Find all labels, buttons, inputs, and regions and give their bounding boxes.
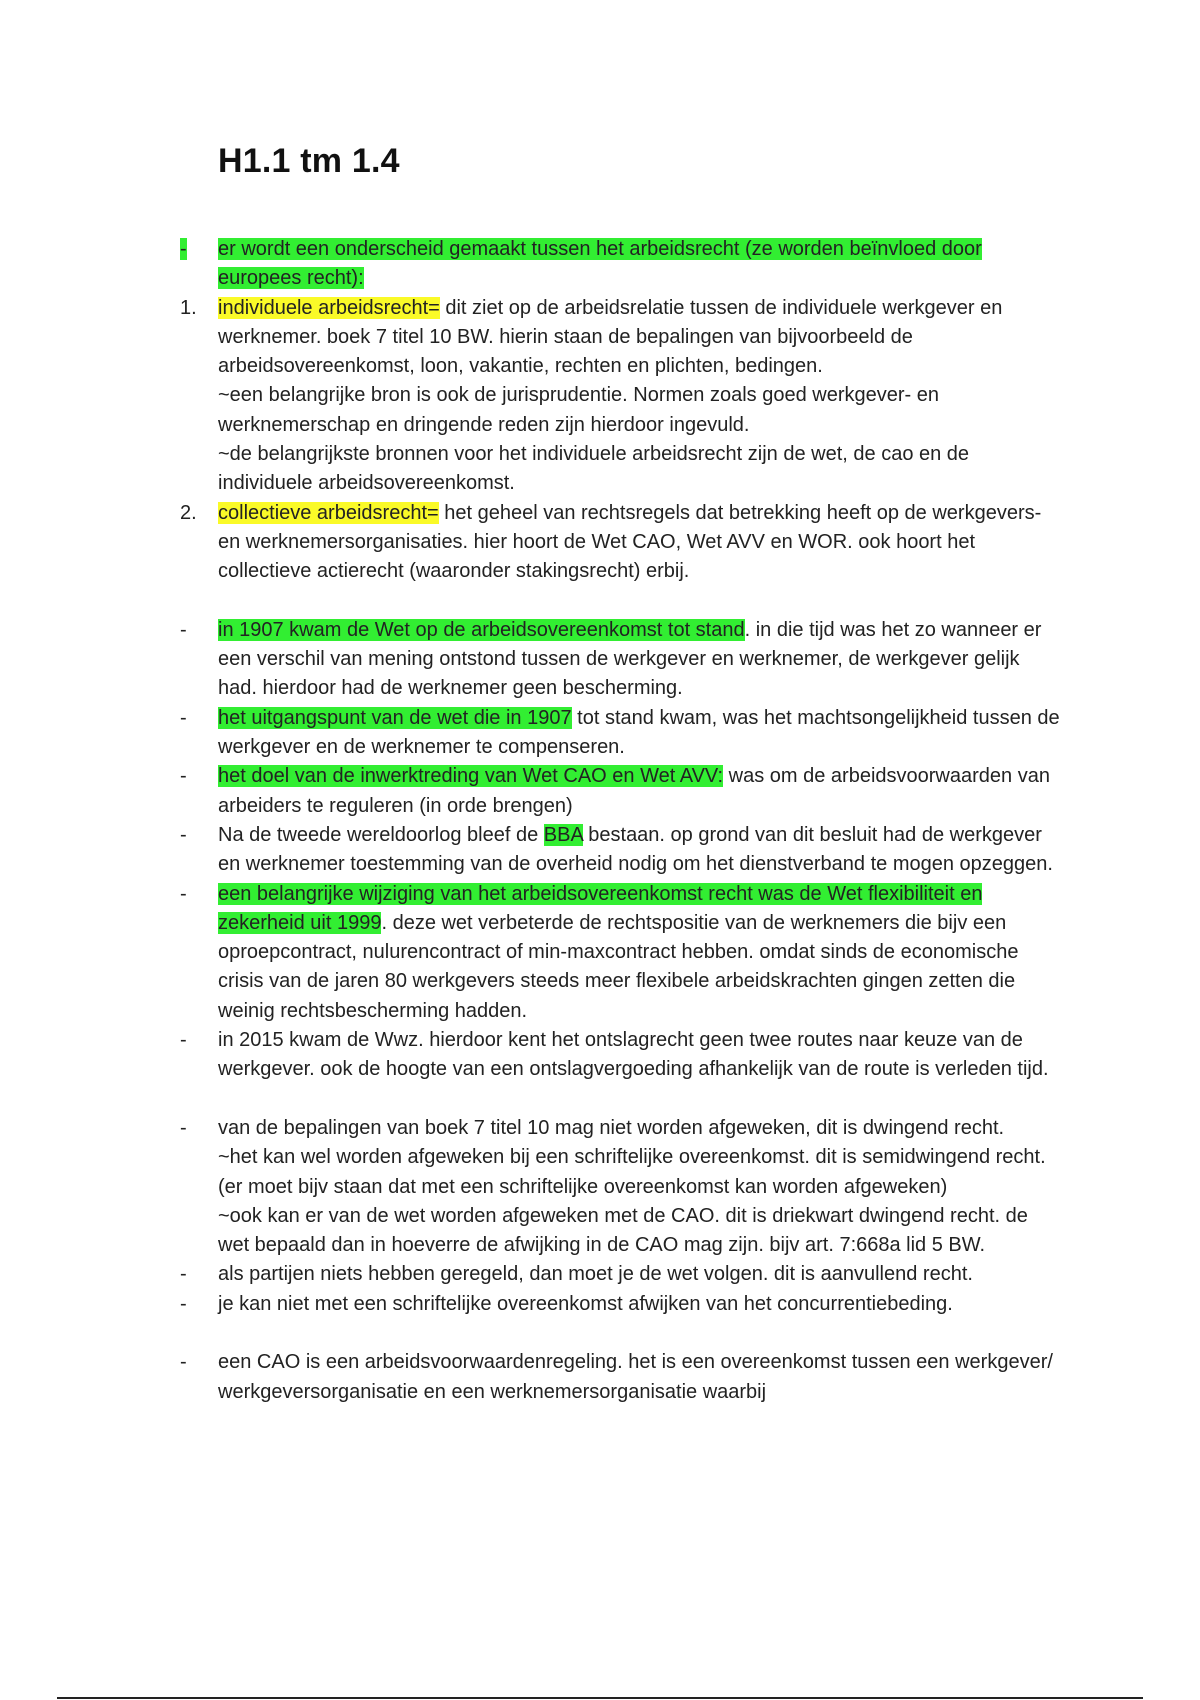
- highlighted-text: een belangrijke wijziging van het arbeidsovereenkomst recht was de Wet flexibiliteit en zekerheid uit 1999: [218, 882, 983, 934]
- list-item-text: [218, 1026, 1060, 1085]
- list-item-text: [218, 1114, 1060, 1260]
- list-marker: [180, 1260, 218, 1289]
- list-item: [180, 704, 1060, 763]
- page-title: H1.1 tm 1.4: [218, 142, 400, 180]
- list-marker-text: -: [180, 823, 187, 846]
- list-marker-text: -: [180, 765, 187, 788]
- text-segment: dit ziet op de arbeidsrelatie tussen de individuele werkgever en werknemer. boek 7 titel 10 BW. hierin staan de bepalingen van bijvoorbeeld de arbeidsovereenkomst, loon, vakantie, rechten en plichten, bedingen.: [218, 296, 1003, 378]
- list-item-text: [218, 821, 1060, 880]
- list-item: [180, 1026, 1060, 1085]
- list-marker-text: -: [180, 1116, 187, 1139]
- highlighted-text: er wordt een onderscheid gemaakt tussen het arbeidsrecht (ze worden beïnvloed door europees recht):: [218, 238, 982, 290]
- paragraph: [218, 821, 1060, 880]
- sub-note: ~ook kan er van de wet worden afgeweken met de CAO. dit is driekwart dwingend recht. de wet bepaald dan in hoeverre de afwijking in de CAO mag zijn. bijv art. 7:668a lid 5 BW.: [218, 1204, 1028, 1257]
- paragraph: [218, 616, 1060, 704]
- list-item: [180, 880, 1060, 1026]
- list-item: [180, 762, 1060, 821]
- list-item-text: [218, 616, 1060, 704]
- list-item-text: [218, 499, 1060, 587]
- paragraph: [218, 1026, 1060, 1085]
- list-marker-text: -: [180, 618, 187, 641]
- list-marker: [180, 880, 218, 1026]
- list-item-text: [218, 880, 1060, 1026]
- list-marker: [180, 499, 218, 587]
- sub-note: ~een belangrijke bron is ook de jurisprudentie. Normen zoals goed werkgever- en werknemerschap en dringende reden zijn hierdoor ingevuld.: [218, 384, 939, 436]
- paragraph: [218, 1114, 1060, 1143]
- notes-content: [180, 235, 1060, 1407]
- sub-note: ~de belangrijkste bronnen voor het individuele arbeidsrecht zijn de wet, de cao en de individuele arbeidsovereenkomst.: [218, 443, 970, 495]
- list-item-text: [218, 704, 1060, 763]
- list-marker-text: 2.: [180, 501, 197, 524]
- text-segment: . in die tijd was het zo wanneer er een verschil van mening ontstond tussen de werkgever en werknemer, de werkgever gelijk had. hierdoor had de werknemer geen bescherming.: [218, 618, 1042, 700]
- paragraph: [218, 880, 1060, 1026]
- list-marker: [180, 1290, 218, 1319]
- highlighted-text: het uitgangspunt van de wet die in 1907: [218, 706, 572, 729]
- text-segment: bestaan. op grond van dit besluit had de werkgever en werknemer toestemming van de overheid nodig om het dienstverband te mogen opzeggen.: [218, 823, 1053, 876]
- text-segment: in 2015 kwam de Wwz. hierdoor kent het ontslagrecht geen twee routes naar keuze van de werkgever. ook de hoogte van een ontslagvergoeding afhankelijk van de route is verleden tijd.: [218, 1029, 1049, 1081]
- list-item-text: [218, 1348, 1060, 1407]
- list-item: [180, 499, 1060, 587]
- blank-line: [180, 1319, 1060, 1348]
- paragraph: [218, 1290, 1060, 1319]
- text-segment: . deze wet verbeterde de rechtspositie van de werknemers die bijv een oproepcontract, nulurencontract of min-maxcontract hebben. omdat sinds de economische crisis van de jaren 80 werkgevers steeds meer flexibele arbeidskrachten gingen zetten die weinig rechtsbescherming hadden.: [218, 911, 1019, 1022]
- text-segment: tot stand kwam, was het machtsongelijkheid tussen de werkgever en de werknemer te compenseren.: [218, 706, 1060, 759]
- list-marker-text: -: [180, 238, 187, 260]
- list-marker: [180, 821, 218, 880]
- list-item: [180, 616, 1060, 704]
- list-item: [180, 1114, 1060, 1260]
- list-marker-text: -: [180, 1263, 187, 1286]
- paragraph: [218, 1260, 1060, 1289]
- list-item-text: [218, 1290, 1060, 1319]
- highlighted-text: individuele arbeidsrecht=: [218, 296, 440, 319]
- list-marker: [180, 1348, 218, 1407]
- sub-note: ~het kan wel worden afgeweken bij een schriftelijke overeenkomst. dit is semidwingend recht. (er moet bijv staan dat met een schriftelijke overeenkomst kan worden afgeweken): [218, 1146, 1046, 1198]
- list-marker: [180, 235, 218, 294]
- list-item: [180, 1348, 1060, 1407]
- list-item: [180, 235, 1060, 294]
- paragraph: [218, 704, 1060, 763]
- list-marker-text: -: [180, 1029, 187, 1052]
- list-item: [180, 1260, 1060, 1289]
- list-item: [180, 1290, 1060, 1319]
- list-marker-text: -: [180, 1351, 187, 1374]
- text-segment: het geheel van rechtsregels dat betrekking heeft op de werkgevers- en werknemersorganisaties. hier hoort de Wet CAO, Wet AVV en WOR. ook hoort het collectieve actierecht (waaronder stakingsrecht) erbij.: [218, 501, 1042, 583]
- paragraph: [218, 1348, 1060, 1407]
- blank-line: [180, 587, 1060, 616]
- text-segment: een CAO is een arbeidsvoorwaardenregeling. het is een overeenkomst tussen een werkgever/ werkgeversorganisatie en een werknemersorganisatie waarbij: [218, 1351, 1053, 1403]
- highlighted-text: in 1907 kwam de Wet op de arbeidsovereenkomst tot stand: [218, 618, 745, 641]
- list-item-text: [218, 762, 1060, 821]
- list-marker: [180, 1026, 218, 1085]
- list-marker: [180, 616, 218, 704]
- page-divider: [57, 1697, 1143, 1699]
- list-marker: [180, 762, 218, 821]
- list-marker: [180, 704, 218, 763]
- highlighted-text: het doel van de inwerktreding van Wet CAO en Wet AVV:: [218, 765, 724, 788]
- text-segment: van de bepalingen van boek 7 titel 10 mag niet worden afgeweken, dit is dwingend recht.: [218, 1116, 1005, 1139]
- text-segment: je kan niet met een schriftelijke overeenkomst afwijken van het concurrentiebeding.: [218, 1292, 953, 1315]
- list-item-text: [218, 235, 1060, 294]
- highlighted-text: collectieve arbeidsrecht=: [218, 501, 439, 524]
- list-item: [180, 821, 1060, 880]
- list-item: [180, 294, 1060, 499]
- highlighted-text: BBA: [543, 823, 583, 846]
- list-marker-text: -: [180, 706, 187, 729]
- paragraph: [218, 294, 1060, 382]
- list-marker-text: 1.: [180, 296, 197, 319]
- blank-line: [180, 1085, 1060, 1114]
- text-segment: als partijen niets hebben geregeld, dan moet je de wet volgen. dit is aanvullend recht.: [218, 1263, 973, 1286]
- list-item-text: [218, 294, 1060, 499]
- paragraph: [218, 235, 1060, 294]
- paragraph: [218, 499, 1060, 587]
- list-marker-text: -: [180, 882, 187, 905]
- list-marker: [180, 1114, 218, 1260]
- text-segment: was om de arbeidsvoorwaarden van arbeiders te reguleren (in orde brengen): [218, 765, 1050, 817]
- paragraph: [218, 762, 1060, 821]
- list-item-text: [218, 1260, 1060, 1289]
- list-marker: [180, 294, 218, 499]
- list-marker-text: -: [180, 1292, 187, 1315]
- text-segment: Na de tweede wereldoorlog bleef de: [218, 823, 544, 846]
